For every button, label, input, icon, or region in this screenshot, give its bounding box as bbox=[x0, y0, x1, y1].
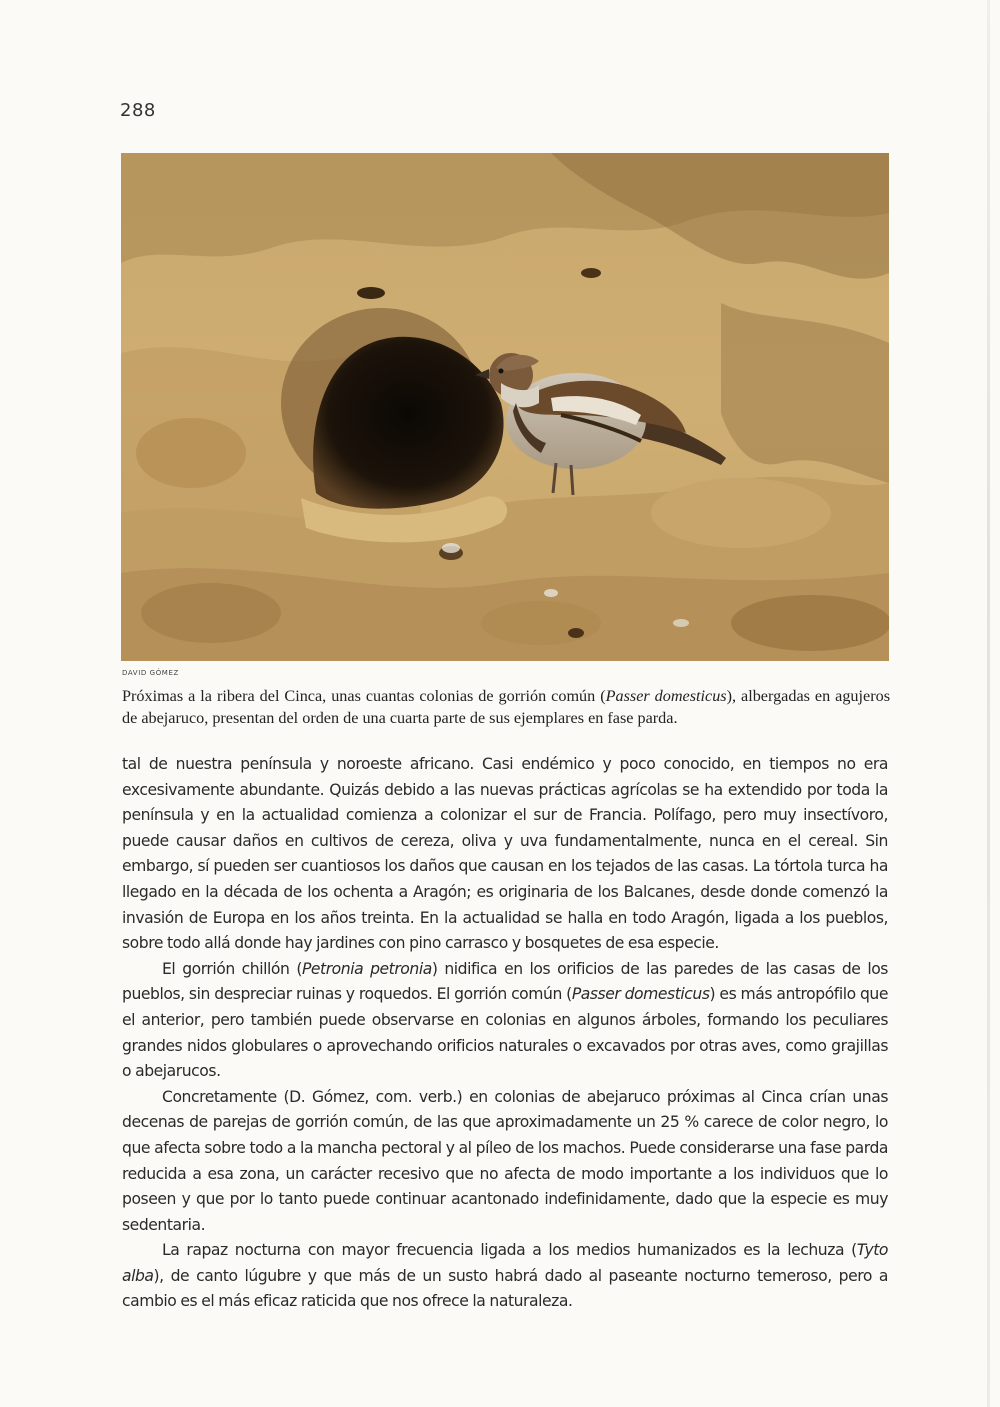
paragraph-2-text-c: ) es más antropófilo que el anterior, pero también puede observarse en colonias en algunos árboles, formando los peculiares grandes nidos globulares o aprovechando orificios naturales o excavados por otras aves, como grajillas o abejarucos. bbox=[122, 985, 888, 1081]
paragraph-4 bbox=[122, 1238, 888, 1315]
paragraph-2-text-b: ) nidifica en los orificios de las paredes de las casas de los pueblos, sin despreciar ruinas y roquedos. El gorrión común ( bbox=[122, 959, 888, 1004]
paragraph-2-text-a: El gorrión chillón ( bbox=[162, 959, 302, 978]
paragraph-4-text-a: La rapaz nocturna con mayor frecuencia ligada a los medios humanizados es la lechuza ( bbox=[162, 1241, 857, 1260]
caption-text-end: ), albergadas en agujeros de abejaruco, presentan del orden de una cuarta parte de sus ejemplares en fase parda. bbox=[122, 687, 890, 727]
page-edge bbox=[987, 0, 990, 1407]
page-number: 288 bbox=[120, 100, 156, 121]
caption-species-name: Passer domesticus bbox=[605, 687, 727, 705]
sparrow-at-burrow-illustration bbox=[121, 153, 889, 661]
body-text bbox=[122, 752, 888, 1315]
paragraph-4-text-b: ), de canto lúgubre y que más de un susto habrá dado al paseante nocturno temeroso, pero a cambio es el más eficaz raticida que nos ofrece la naturaleza. bbox=[122, 1266, 888, 1311]
species-name-petronia: Petronia petronia bbox=[301, 959, 432, 978]
species-name-passer: Passer domesticus bbox=[571, 985, 710, 1004]
paragraph-3: Concretamente (D. Gómez, com. verb.) en colonias de abejaruco próximas al Cinca crían unas decenas de parejas de gorrión común, de las que aproximadamente un 25 % carece de color negro, lo que afecta sobre todo a la mancha pectoral y al píleo de los machos. Puede considerarse una fase parda reducida a esa zona, un carácter recesivo que no afecta de modo importante a los individuos que lo poseen y que por lo tanto puede continuar acantonado indefinidamente, dado que la especie es muy sedentaria. bbox=[122, 1087, 888, 1234]
species-name-tyto: Tyto alba bbox=[122, 1241, 888, 1285]
caption-text-start: Próximas a la ribera del Cinca, unas cuantas colonias de gorrión común ( bbox=[122, 687, 606, 705]
photo-credit: DAVID GÓMEZ bbox=[122, 669, 179, 677]
figure-caption bbox=[122, 685, 890, 729]
paragraph-1: tal de nuestra península y noroeste africano. Casi endémico y poco conocido, en tiempos no era excesivamente abundante. Quizás debido a las nuevas prácticas agrícolas se ha extendido por toda la península y en la actualidad comienza a colonizar el sur de Francia. Polífago, pero muy insectívoro, puede causar daños en cultivos de cereza, oliva y uva fundamentalmente, nunca en el cereal. Sin embargo, sí pueden ser cuantiosos los daños que causan en los tejados de las casas. La tórtola turca ha llegado en la década de los ochenta a Aragón; es originaria de los Balcanes, desde donde comenzó la invasión de Europa en los años treinta. En la actualidad se halla en todo Aragón, ligada a los pueblos, sobre todo allá donde hay jardines con pino carrasco y bosquetes de esa especie. bbox=[122, 755, 888, 953]
sparrow-photo bbox=[121, 153, 889, 661]
paragraph-2 bbox=[122, 957, 888, 1085]
